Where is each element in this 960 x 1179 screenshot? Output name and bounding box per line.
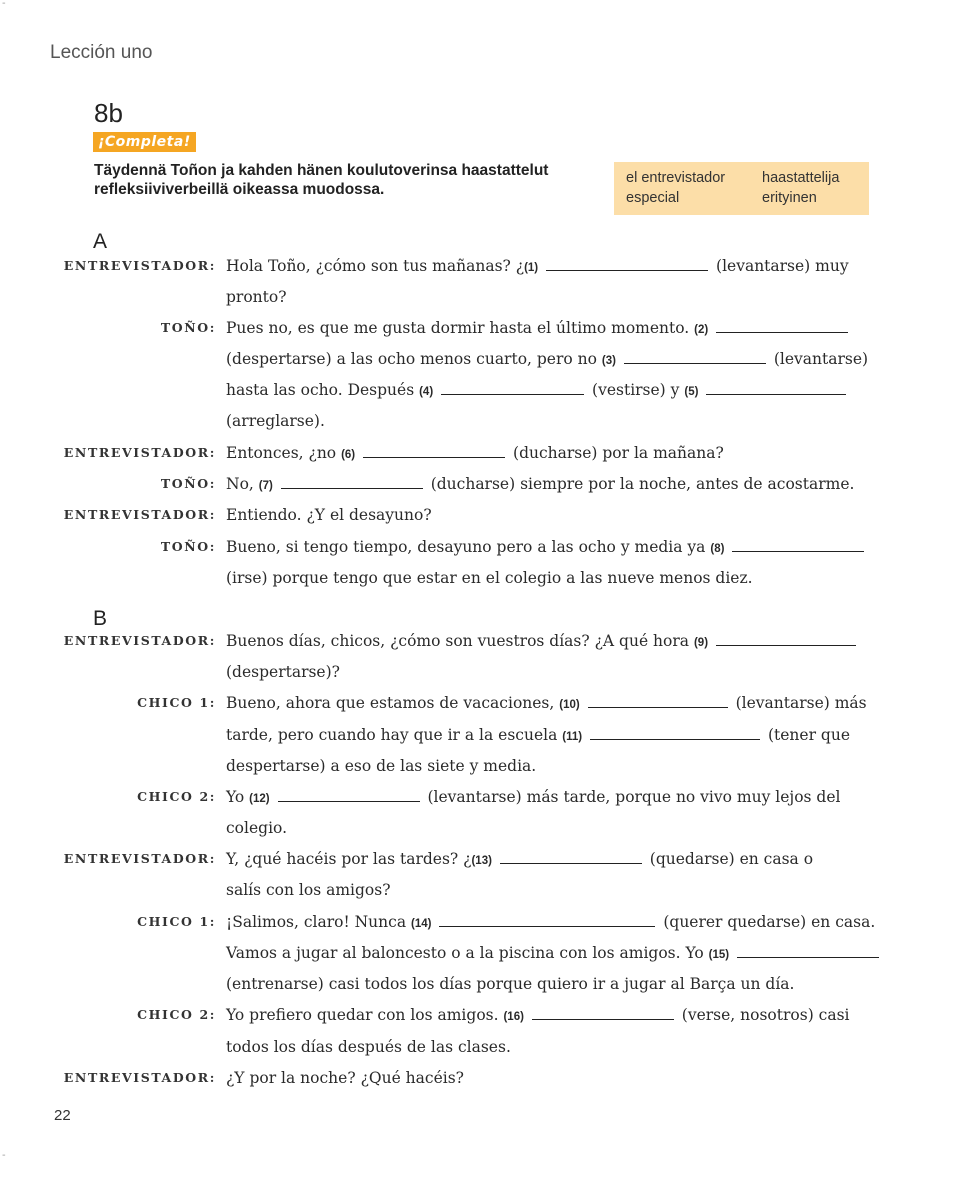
dialogue-text: Entonces, ¿no (226, 444, 337, 462)
dialogue-text: Y, ¿qué hacéis por las tardes? ¿ (226, 850, 472, 868)
answer-blank[interactable] (737, 940, 879, 958)
dialogue-line (226, 971, 794, 997)
blank-number: (5) (684, 386, 699, 398)
speaker-label: ENTREVISTADOR: (63, 1070, 216, 1085)
dialogue-text: tarde, pero cuando hay que ir a la escuela (226, 726, 558, 744)
dialogue-text: Yo prefiero quedar con los amigos. (226, 1006, 499, 1024)
section-letter-a: A (93, 230, 108, 253)
vocab-spanish-column (626, 169, 725, 208)
section-letter-b: B (93, 607, 108, 630)
blank-number: (15) (708, 949, 730, 961)
dialogue-text: (vestirse) y (592, 381, 680, 399)
dialogue-text: (levantarse) más (735, 694, 867, 712)
dialogue-text: (ducharse) por la mañana? (513, 444, 724, 462)
blank-number: (3) (601, 355, 616, 367)
dialogue-text: salís con los amigos? (226, 881, 391, 899)
dialogue-line (226, 346, 868, 372)
blank-number: (12) (249, 793, 270, 805)
dialogue-text: (levantarse) (773, 350, 869, 368)
dialogue-line (226, 690, 867, 716)
speaker-label: ENTREVISTADOR: (63, 507, 216, 522)
answer-blank[interactable] (441, 377, 584, 395)
blank-number: (8) (710, 543, 725, 555)
crop-mark: - (2, 1150, 6, 1161)
blank-number: (6) (341, 449, 356, 461)
dialogue-text: (levantarse) muy (716, 257, 849, 275)
answer-blank[interactable] (716, 315, 848, 333)
blank-number: (4) (419, 386, 434, 398)
blank-number: (1) (524, 262, 539, 274)
page-header: Lección uno (50, 42, 153, 63)
answer-blank[interactable] (439, 909, 655, 927)
dialogue-line (226, 815, 287, 841)
crop-mark: - (2, 0, 6, 9)
answer-blank[interactable] (624, 346, 766, 364)
dialogue-text: (despertarse) a las ocho menos cuarto, pero no (226, 350, 597, 368)
dialogue-text: despertarse) a eso de las siete y media. (226, 757, 537, 775)
blank-number: (10) (559, 699, 580, 711)
dialogue-line (226, 628, 859, 654)
dialogue-text: Yo (226, 788, 245, 806)
answer-blank[interactable] (532, 1002, 674, 1020)
dialogue-line (226, 377, 849, 403)
dialogue-text: (tener que (767, 726, 850, 744)
dialogue-text: Vamos a jugar al baloncesto o a la piscina con los amigos. Yo (226, 944, 704, 962)
vocab-finnish-column (762, 169, 839, 208)
dialogue-line (226, 471, 854, 497)
dialogue-text: Bueno, ahora que estamos de vacaciones, (226, 694, 555, 712)
dialogue-line (226, 940, 882, 966)
dialogue-text: ¿Y por la noche? ¿Qué hacéis? (226, 1069, 464, 1087)
speaker-label: TOÑO: (160, 476, 216, 491)
answer-blank[interactable] (588, 690, 728, 708)
speaker-label: ENTREVISTADOR: (63, 633, 216, 648)
dialogue-text: (arreglarse). (226, 412, 325, 430)
dialogue-line (226, 534, 867, 560)
dialogue-line (226, 1034, 511, 1060)
answer-blank[interactable] (500, 846, 642, 864)
dialogue-text: Bueno, si tengo tiempo, desayuno pero a las ocho y media ya (226, 538, 706, 556)
blank-number: (9) (693, 637, 709, 649)
dialogue-line (226, 1065, 464, 1091)
dialogue-text: No, (226, 475, 254, 493)
dialogue-text: Entiendo. ¿Y el desayuno? (226, 506, 432, 524)
blank-number: (13) (471, 855, 492, 867)
dialogue-text: ¡Salimos, claro! Nunca (226, 913, 407, 931)
dialogue-text: hasta las ocho. Después (226, 381, 415, 399)
dialogue-text: (entrenarse) casi todos los días porque quiero ir a jugar al Barça un día. (226, 975, 795, 993)
speaker-label: ENTREVISTADOR: (63, 445, 216, 460)
blank-number: (7) (258, 480, 273, 492)
dialogue-text: (despertarse)? (226, 663, 340, 681)
dialogue-line (226, 846, 813, 872)
instructions-line: Täydennä Toñon ja kahden hänen koulutoverinsa haastattelut (94, 162, 549, 179)
speaker-label: TOÑO: (160, 320, 216, 335)
dialogue-text: Buenos días, chicos, ¿cómo son vuestros días? ¿A qué hora (226, 632, 690, 650)
speaker-label: CHICO 2: (137, 789, 216, 804)
dialogue-text: (quedarse) en casa o (649, 850, 814, 868)
dialogue-line (226, 440, 724, 466)
dialogue-line (226, 284, 287, 310)
dialogue-line (226, 877, 391, 903)
blank-number: (2) (694, 324, 709, 336)
instructions-line: refleksiiviverbeillä oikeassa muodossa. (94, 181, 385, 198)
speaker-label: ENTREVISTADOR: (63, 258, 216, 273)
dialogue-text: (irse) porque tengo que estar en el colegio a las nueve menos diez. (226, 569, 753, 587)
dialogue-line (226, 909, 875, 935)
blank-number: (11) (562, 731, 583, 743)
dialogue-line (226, 659, 340, 685)
exercise-tag: ¡Completa! (93, 132, 196, 152)
answer-blank[interactable] (278, 784, 420, 802)
dialogue-text: (levantarse) más tarde, porque no vivo muy lejos del (427, 788, 841, 806)
vocab-term: especial (626, 189, 680, 206)
speaker-label: ENTREVISTADOR: (63, 851, 216, 866)
dialogue-text: (ducharse) siempre por la noche, antes de acostarme. (430, 475, 855, 493)
answer-blank[interactable] (716, 628, 856, 646)
vocab-box (614, 162, 869, 215)
instructions (94, 161, 604, 199)
dialogue-text: Hola Toño, ¿cómo son tus mañanas? ¿ (226, 257, 525, 275)
answer-blank[interactable] (363, 440, 505, 458)
vocab-term: el entrevistador (626, 170, 726, 186)
dialogue-text: Pues no, es que me gusta dormir hasta el último momento. (226, 319, 690, 337)
vocab-translation: erityinen (762, 189, 817, 206)
blank-number: (16) (503, 1011, 524, 1023)
dialogue-line (226, 315, 851, 341)
dialogue-line (226, 722, 850, 748)
dialogue-line (226, 565, 753, 591)
speaker-label: CHICO 1: (137, 695, 216, 710)
answer-blank[interactable] (706, 377, 846, 395)
answer-blank[interactable] (732, 534, 864, 552)
exercise-number: 8b (94, 98, 123, 128)
blank-number: (14) (411, 918, 432, 930)
dialogue-line (226, 408, 325, 434)
speaker-label: TOÑO: (160, 539, 216, 554)
dialogue-line (226, 502, 432, 528)
speaker-label: CHICO 2: (137, 1007, 216, 1022)
page-number: 22 (54, 1107, 71, 1124)
dialogue-line (226, 1002, 850, 1028)
answer-blank[interactable] (281, 471, 423, 489)
answer-blank[interactable] (590, 722, 760, 740)
dialogue-line (226, 253, 849, 279)
dialogue-text: (verse, nosotros) casi (681, 1006, 850, 1024)
answer-blank[interactable] (546, 253, 708, 271)
speaker-label: CHICO 1: (137, 914, 216, 929)
vocab-translation: haastattelija (762, 170, 840, 186)
dialogue-line (226, 753, 536, 779)
dialogue-text: colegio. (226, 819, 288, 837)
dialogue-text: pronto? (226, 288, 287, 306)
dialogue-line (226, 784, 840, 810)
dialogue-text: (querer quedarse) en casa. (663, 913, 876, 931)
dialogue-text: todos los días después de las clases. (226, 1038, 511, 1056)
